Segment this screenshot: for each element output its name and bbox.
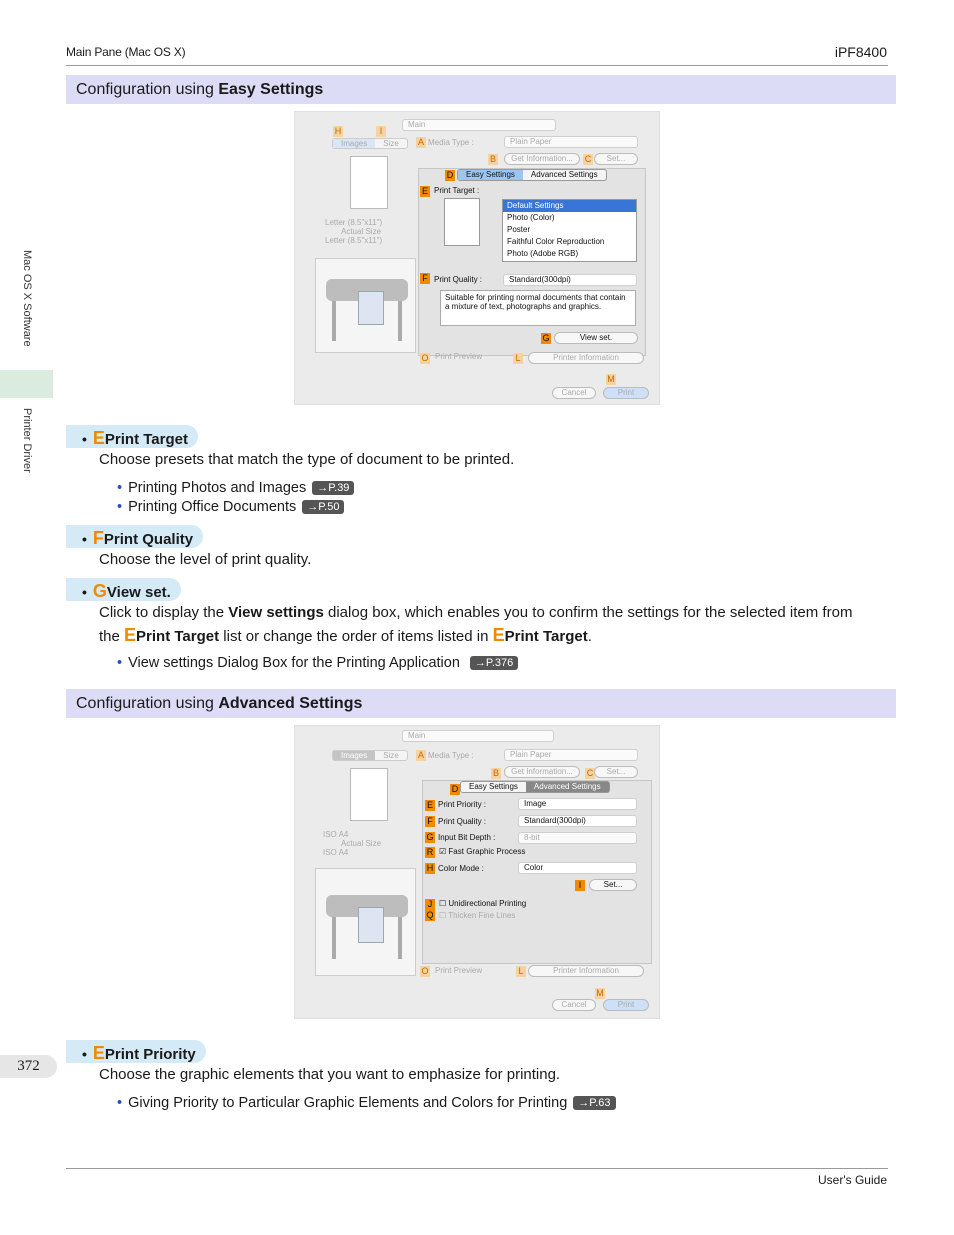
target-thumbnail	[444, 198, 480, 246]
page-ref[interactable]: →P.63	[573, 1096, 615, 1110]
fast-graphic-checkbox[interactable]: ☑ Fast Graphic Process	[439, 847, 526, 856]
tab-easy-settings[interactable]: Easy Settings	[469, 782, 518, 791]
unidirectional-checkbox[interactable]: ☐ Unidirectional Printing	[439, 899, 527, 908]
callout-a: A	[417, 137, 424, 147]
tab-images[interactable]: Images	[333, 139, 375, 148]
media-type-label: Media Type :	[428, 138, 474, 147]
print-quality-select[interactable]: Standard(300dpi)	[518, 815, 637, 827]
callout-d: D	[446, 170, 454, 180]
callout-h: H	[426, 863, 434, 873]
item-print-target: • EPrint Target	[66, 425, 198, 448]
paper-size-2: ISO A4	[323, 848, 349, 857]
item-print-quality: • FPrint Quality	[66, 525, 203, 548]
callout-e: E	[426, 800, 433, 810]
print-button[interactable]: Print	[603, 387, 649, 399]
callout-o: O	[421, 353, 429, 363]
list-item[interactable]: Photo (Color)	[507, 213, 555, 222]
running-footer: User's Guide	[818, 1173, 887, 1187]
get-information-button[interactable]: Get Information...	[504, 766, 580, 778]
link-text[interactable]: View settings Dialog Box for the Printing Application	[128, 655, 460, 671]
cancel-button[interactable]: Cancel	[552, 999, 596, 1011]
tab-images[interactable]: Images	[333, 751, 375, 760]
checkbox-label: Thicken Fine Lines	[448, 911, 516, 920]
printer-information-button[interactable]: Printer Information	[528, 965, 644, 977]
printer-illustration	[315, 258, 416, 353]
print-target-label: Print Target :	[434, 186, 480, 195]
sidebar-tab-mac-software[interactable]: Mac OS X Software	[21, 250, 33, 347]
print-priority-select[interactable]: Image	[518, 798, 637, 810]
set-button[interactable]: Set...	[594, 153, 638, 165]
print-target-note: Suitable for printing normal documents that contain a mixture of text, photographs and graphics.	[440, 290, 636, 326]
callout-r: R	[426, 847, 434, 857]
footer-rule	[66, 1168, 888, 1169]
input-bit-depth-label: Input Bit Depth :	[438, 833, 496, 842]
page-ref[interactable]: →P.39	[312, 481, 354, 495]
set-button[interactable]: Set...	[594, 766, 638, 778]
callout-m: M	[607, 374, 615, 384]
item-title: View set.	[106, 584, 171, 601]
running-header-left: Main Pane (Mac OS X)	[66, 45, 186, 59]
tab-size[interactable]: Size	[383, 139, 399, 148]
print-priority-desc: Choose the graphic elements that you want to emphasize for printing.	[99, 1066, 561, 1083]
print-preview-checkbox[interactable]: Print Preview	[435, 352, 483, 361]
list-item[interactable]: Default Settings	[503, 200, 636, 212]
list-item[interactable]: Faithful Color Reproduction	[507, 237, 605, 246]
thicken-lines-checkbox[interactable]: ☐ Thicken Fine Lines	[439, 911, 516, 920]
callout-a: A	[417, 750, 424, 760]
callout-l: L	[516, 966, 526, 977]
print-target-list[interactable]	[502, 199, 637, 262]
link-text[interactable]: Giving Priority to Particular Graphic Elements and Colors for Printing	[128, 1095, 568, 1111]
checkbox-label: Fast Graphic Process	[448, 847, 526, 856]
callout-o: O	[421, 966, 429, 976]
color-mode-label: Color Mode :	[438, 864, 484, 873]
main-popup[interactable]: Main	[402, 730, 554, 742]
tab-advanced-settings[interactable]: Advanced Settings	[526, 782, 609, 792]
callout-j: J	[425, 899, 435, 910]
callout-g: G	[426, 832, 434, 842]
actual-size: Actual Size	[341, 839, 382, 848]
item-title: Print Priority	[104, 1046, 196, 1063]
letter-e: E	[92, 1043, 105, 1063]
view-set-button[interactable]: View set.	[554, 332, 638, 344]
link-text[interactable]: Printing Office Documents	[128, 499, 297, 515]
input-bit-depth-select[interactable]: 8-bit	[518, 832, 637, 844]
link-graphic-priority[interactable]: • Giving Priority to Particular Graphic Elements and Colors for Printing →P.63	[117, 1095, 616, 1111]
running-header-right: iPF8400	[834, 44, 887, 60]
print-preview-checkbox[interactable]: Print Preview	[435, 966, 483, 975]
get-information-button[interactable]: Get Information...	[504, 153, 580, 165]
link-text[interactable]: Printing Photos and Images	[128, 480, 307, 496]
callout-b: B	[489, 154, 496, 164]
view-set-desc: Click to display the View settings dialog box, which enables you to confirm the settings for the selected item from the EPrint Target list or change the order of items listed in EPrint Target.	[99, 604, 853, 645]
list-item[interactable]: Photo (Adobe RGB)	[507, 249, 579, 258]
settings-tabs[interactable]	[457, 169, 607, 181]
callout-i: I	[575, 880, 585, 891]
main-popup[interactable]: Main	[402, 119, 556, 131]
link-office-documents[interactable]: • Printing Office Documents →P.50	[117, 499, 344, 515]
callout-b: B	[492, 768, 499, 778]
paper-size-2: Letter (8.5"x11")	[325, 236, 383, 245]
media-type-select[interactable]: Plain Paper	[504, 136, 638, 148]
callout-h: H	[334, 126, 342, 136]
callout-c: C	[584, 154, 592, 164]
callout-e: E	[421, 186, 428, 196]
item-title: Print Quality	[103, 531, 194, 548]
letter-f: F	[92, 528, 104, 548]
media-type-label: Media Type :	[428, 751, 474, 760]
sidebar-tab-printer-driver[interactable]: Printer Driver	[21, 408, 33, 473]
tab-size[interactable]: Size	[383, 751, 399, 760]
callout-i: I	[376, 126, 386, 137]
callout-m: M	[596, 988, 604, 998]
page-preview	[350, 156, 388, 209]
printer-illustration	[315, 868, 416, 976]
section-prefix: Configuration using	[76, 695, 214, 712]
page-ref[interactable]: →P.50	[302, 500, 344, 514]
print-quality-select[interactable]: Standard(300dpi)	[503, 274, 637, 286]
tab-advanced-settings[interactable]: Advanced Settings	[530, 170, 598, 179]
letter-e: E	[92, 428, 105, 448]
cancel-button[interactable]: Cancel	[552, 387, 596, 399]
settings-panel	[418, 168, 646, 356]
sidebar-band	[0, 370, 53, 398]
section-heading-advanced-settings	[66, 689, 896, 718]
callout-f: F	[420, 273, 430, 284]
link-view-settings[interactable]: • View settings Dialog Box for the Printing Application →P.376	[117, 655, 518, 671]
section-bold: Easy Settings	[218, 81, 324, 98]
section-heading-easy-settings	[66, 75, 896, 104]
letter-g: G	[92, 581, 107, 601]
checkbox-label: Unidirectional Printing	[448, 899, 527, 908]
preview-tabs[interactable]	[332, 138, 408, 149]
print-target-desc: Choose presets that match the type of document to be printed.	[99, 451, 515, 468]
link-photos-images[interactable]: • Printing Photos and Images →P.39	[117, 480, 354, 496]
header-rule	[66, 65, 888, 66]
easy-settings-screenshot	[294, 111, 660, 405]
settings-tabs[interactable]	[460, 781, 610, 793]
preview-tabs[interactable]	[332, 750, 408, 761]
paper-size-1: ISO A4	[323, 830, 349, 839]
tab-easy-settings[interactable]: Easy Settings	[458, 170, 523, 180]
section-prefix: Configuration using	[76, 81, 214, 98]
item-view-set: • GView set.	[66, 578, 181, 601]
color-set-button[interactable]: Set...	[589, 879, 637, 891]
paper-size-1: Letter (8.5"x11")	[325, 218, 383, 227]
callout-l: L	[513, 353, 523, 364]
callout-f: F	[425, 816, 435, 827]
callout-q: Q	[426, 910, 434, 920]
page-preview	[350, 768, 388, 821]
print-priority-label: Print Priority :	[438, 800, 487, 809]
print-quality-label: Print Quality :	[438, 817, 487, 826]
print-quality-label: Print Quality :	[434, 275, 483, 284]
print-button[interactable]: Print	[603, 999, 649, 1011]
callout-d: D	[451, 784, 459, 794]
actual-size: Actual Size	[341, 227, 382, 236]
media-type-select[interactable]: Plain Paper	[504, 749, 638, 761]
printer-information-button[interactable]: Printer Information	[528, 352, 644, 364]
callout-c: C	[586, 768, 594, 778]
page-number: 372	[0, 1055, 57, 1078]
advanced-settings-screenshot	[294, 725, 660, 1019]
callout-g: G	[542, 333, 550, 343]
item-print-priority: • EPrint Priority	[66, 1040, 206, 1063]
item-title: Print Target	[104, 431, 188, 448]
list-item[interactable]: Poster	[507, 225, 531, 234]
page-ref[interactable]: →P.376	[470, 656, 518, 670]
color-mode-select[interactable]: Color	[518, 862, 637, 874]
section-bold: Advanced Settings	[218, 695, 363, 712]
print-quality-desc: Choose the level of print quality.	[99, 551, 312, 568]
